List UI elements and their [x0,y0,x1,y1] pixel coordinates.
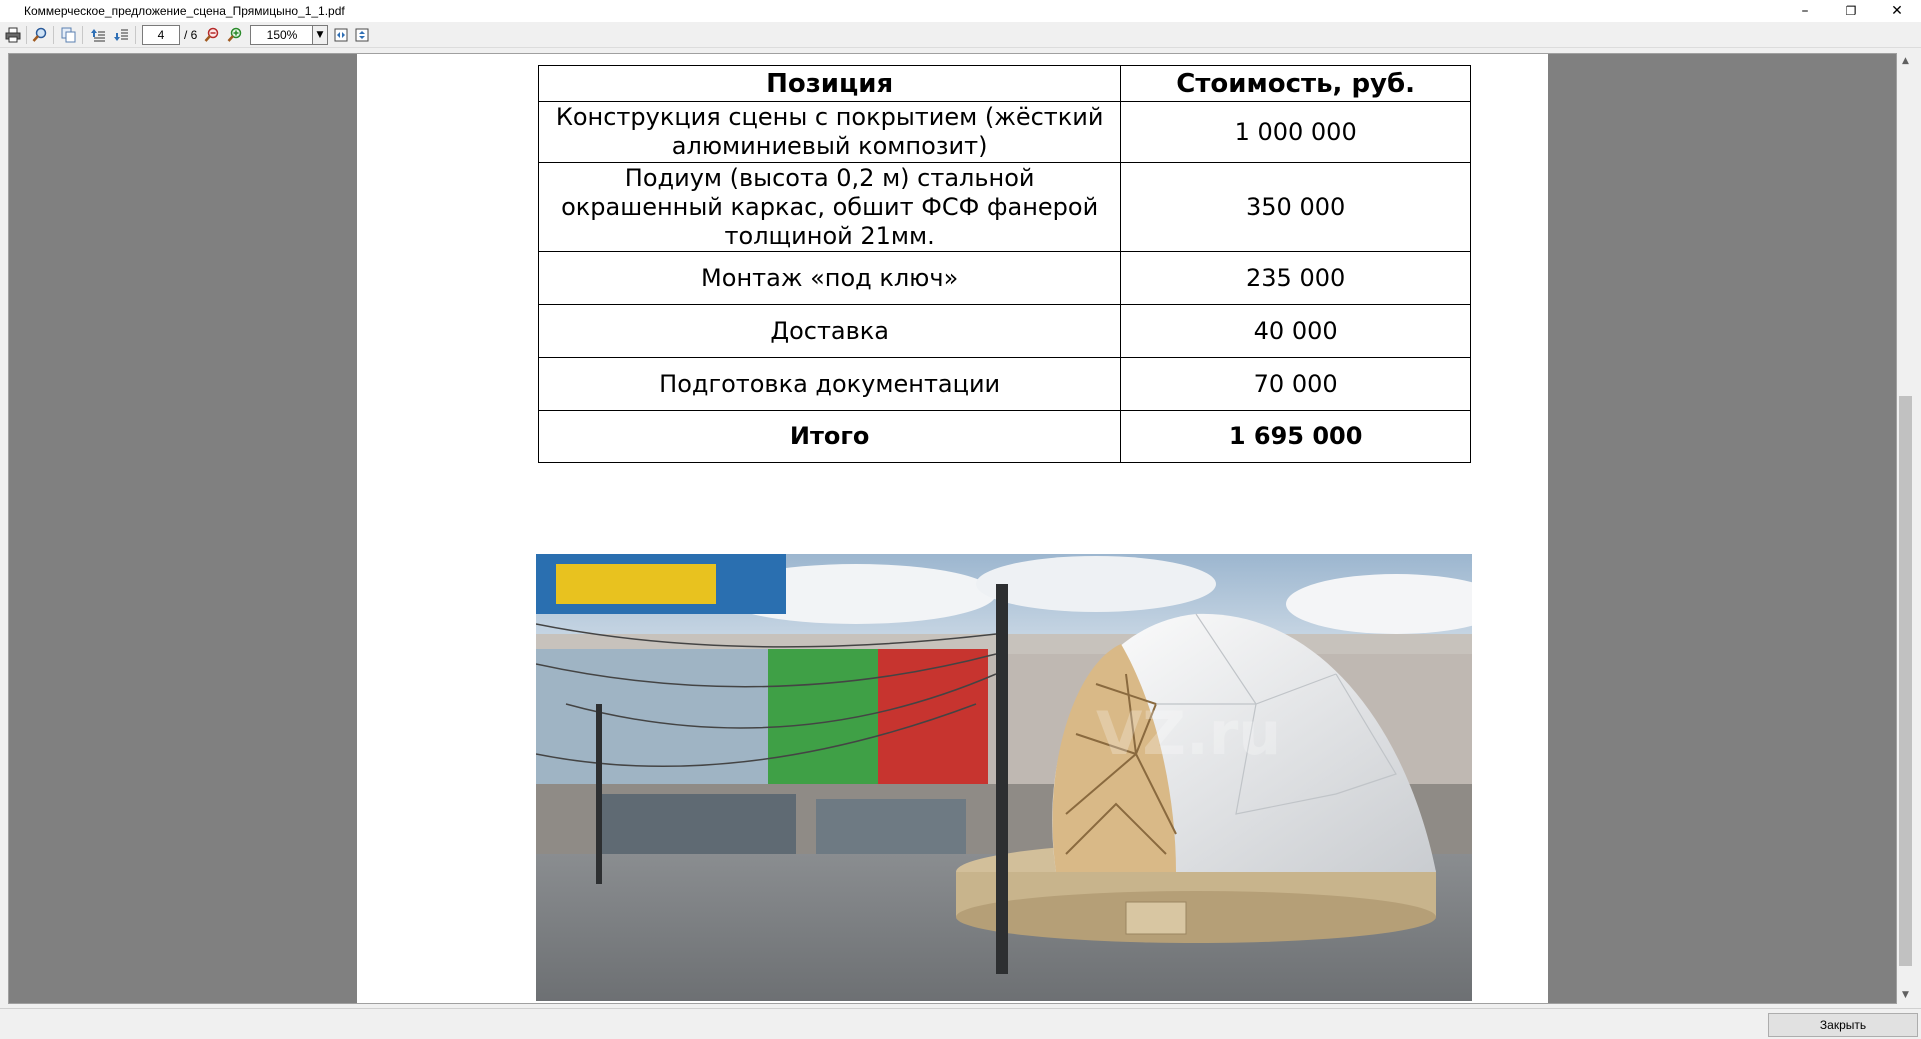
printer-icon[interactable] [4,26,22,44]
photo-watermark: VZ.ru [1096,699,1282,769]
title-bar [0,0,1921,22]
zoom-in-icon[interactable] [226,26,244,44]
maximize-button[interactable]: ❐ [1845,4,1857,18]
zoom-select[interactable] [250,25,328,45]
cell-total-cost: 1 695 000 [1121,411,1471,463]
table-row [539,102,1471,163]
header-cost: Стоимость, руб. [1121,66,1471,102]
table-header-row [539,66,1471,102]
cell-cost: 1 000 000 [1121,102,1471,163]
cell-position: Подиум (высота 0,2 м) стальной окрашенный каркас, обшит ФСФ фанерой толщиной 21мм. [539,163,1121,252]
cell-cost: 40 000 [1121,305,1471,358]
page-total-label: / 6 [184,28,198,42]
table-row [539,305,1471,358]
cell-position: Подготовка документации [539,358,1121,411]
table-total-row [539,411,1471,463]
toolbar [0,22,1921,48]
copy-icon[interactable] [60,26,78,44]
status-bar [0,1008,1921,1039]
table-row [539,252,1471,305]
price-table [538,65,1471,463]
minimize-button[interactable]: – [1801,3,1809,19]
vertical-scrollbar[interactable] [1897,53,1914,1004]
fit-page-icon[interactable] [332,26,350,44]
table-row [539,163,1471,252]
cell-cost: 235 000 [1121,252,1471,305]
scroll-down-icon[interactable]: ▼ [1902,990,1909,1000]
scrollbar-thumb[interactable] [1899,396,1912,966]
fit-width-icon[interactable] [353,26,371,44]
find-icon[interactable] [31,26,49,44]
chevron-down-icon[interactable]: ▼ [312,26,327,44]
cell-total-label: Итого [539,411,1121,463]
page-number-input[interactable]: 4 [142,25,180,45]
page-up-icon[interactable] [89,26,107,44]
scroll-up-icon[interactable]: ▲ [1902,56,1909,66]
table-row [539,358,1471,411]
window-title: Коммерческое_предложение_сцена_Прямицыно_1_1.pdf [24,4,345,18]
close-window-button[interactable]: ✕ [1891,3,1903,19]
cell-position: Доставка [539,305,1121,358]
close-button[interactable]: Закрыть [1768,1013,1918,1037]
cell-cost: 70 000 [1121,358,1471,411]
cell-position: Монтаж «под ключ» [539,252,1121,305]
zoom-value: 150% [266,28,298,42]
cell-position: Конструкция сцены с покрытием (жёсткий алюминиевый композит) [539,102,1121,163]
document-viewport[interactable] [8,53,1897,1004]
header-position: Позиция [539,66,1121,102]
zoom-out-icon[interactable] [203,26,221,44]
stage-photo [536,554,1472,1001]
page-down-icon[interactable] [112,26,130,44]
cell-cost: 350 000 [1121,163,1471,252]
pdf-page [357,54,1548,1004]
